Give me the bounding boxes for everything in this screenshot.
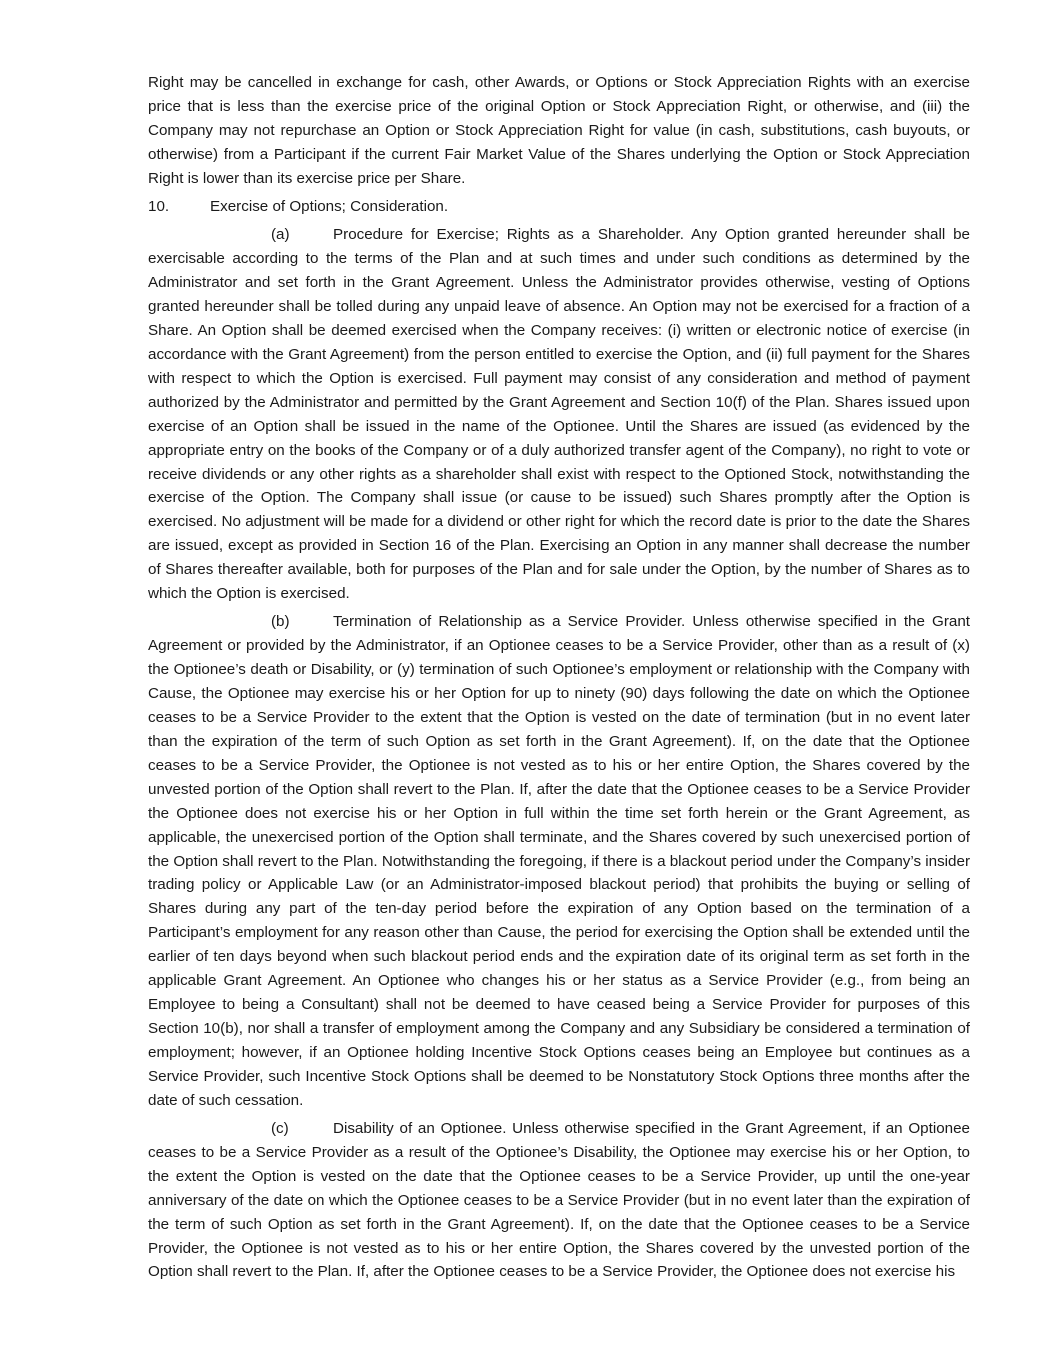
subsection-label: (b) (271, 613, 290, 631)
subsection-a (148, 223, 970, 606)
subsection-b (148, 610, 970, 1112)
continuation-paragraph: Right may be cancelled in exchange for cash, other Awards, or Options or Stock Appreciation Rights with an exercise price that is less than the exercise price of the original Option or Stock Appreciation Right, or otherwise, and (iii) the Company may not repurchase an Option or Stock Appreciation Right for value (in cash, substitutions, cash buyouts, or otherwise) from a Participant if the current Fair Market Value of the Shares underlying the Option or Stock Appreciation Right is lower than its exercise price per Share. (148, 74, 970, 187)
section-title: Exercise of Options; Consideration. (210, 198, 449, 216)
subsection-c (148, 1117, 970, 1284)
subsection-label: (c) (271, 1119, 289, 1137)
document-page (148, 71, 970, 1289)
section-number: 10. (148, 198, 170, 216)
section-heading (148, 195, 970, 219)
subsection-text: Procedure for Exercise; Rights as a Shareholder. Any Option granted hereunder shall be exercisable according to the terms of the Plan and at such times and under such conditions as determined by the Administrator and set forth in the Grant Agreement. Unless the Administrator provides otherwise, vesting of Options granted hereunder shall be tolled during any unpaid leave of absence. An Option may not be exercised for a fraction of a Share. An Option shall be deemed exercised when the Company receives: (i) written or electronic notice of exercise (in accordance with the Grant Agreement) from the person entitled to exercise the Option, and (ii) full payment for the Shares with respect to which the Option is exercised. Full payment may consist of any consideration and method of payment authorized by the Administrator and permitted by the Grant Agreement and Section 10(f) of the Plan. Shares issued upon exercise of an Option shall be issued in the name of the Optionee. Until the Shares are issued (as evidenced by the appropriate entry on the books of the Company or of a duly authorized transfer agent of the Company), no right to vote or receive dividends or any other rights as a shareholder shall exist with respect to the Optioned Stock, notwithstanding the exercise of the Option. The Company shall issue (or cause to be issued) such Shares promptly after the Option is exercised. No adjustment will be made for a dividend or other right for which the record date is prior to the date the Shares are issued, except as provided in Section 16 of the Plan. Exercising an Option in any manner shall decrease the number of Shares thereafter available, both for purposes of the Plan and for sale under the Option, by the number of Shares as to which the Option is exercised. (148, 226, 970, 603)
subsection-label: (a) (271, 226, 290, 244)
subsection-text: Termination of Relationship as a Service Provider. Unless otherwise specified in the Grant Agreement or provided by the Administrator, if an Optionee ceases to be a Service Provider, other than as a result of (x) the Optionee’s death or Disability, or (y) termination of such Optionee’s employment or relationship with the Company with Cause, the Optionee may exercise his or her Option for up to ninety (90) days following the date on which the Optionee ceases to be a Service Provider to the extent that the Option is vested on the date of termination (but in no event later than the expiration of the term of such Option as set forth in the Grant Agreement). If, on the date that the Optionee ceases to be a Service Provider, the Optionee is not vested as to his or her entire Option, the Shares covered by the unvested portion of the Option shall revert to the Plan. If, after the date that the Optionee ceases to be a Service Provider the Optionee does not exercise his or her Option in full within the time set forth herein or the Grant Agreement, as applicable, the unexercised portion of the Option shall terminate, and the Shares covered by such unexercised portion of the Option shall revert to the Plan. Notwithstanding the foregoing, if there is a blackout period under the Company’s insider trading policy or Applicable Law (or an Administrator-imposed blackout period) that prohibits the buying or selling of Shares during any part of the ten-day period before the expiration of any Option based on the termination of a Participant’s employment for any reason other than Cause, the period for exercising the Option shall be extended until the earlier of ten days beyond when such blackout period ends and the expiration date of its original term as set forth in the applicable Grant Agreement. An Optionee who changes his or her status as a Service Provider (e.g., from being an Employee to being a Consultant) shall not be deemed to have ceased being a Service Provider for purposes of this Section 10(b), nor shall a transfer of employment among the Company and any Subsidiary be considered a termination of employment; however, if an Optionee holding Incentive Stock Options ceases being an Employee but continues as a Service Provider, such Incentive Stock Options shall be deemed to be Nonstatutory Stock Options three months after the date of such cessation. (148, 613, 971, 1109)
subsection-text: Disability of an Optionee. Unless otherwise specified in the Grant Agreement, if an Optionee ceases to be a Service Provider as a result of the Optionee’s Disability, the Optionee may exercise his or her Option, to the extent the Option is vested on the date that the Optionee ceases to be a Service Provider, up until the one-year anniversary of the date on which the Optionee ceases to be a Service Provider (but in no event later than the expiration of the term of such Option as set forth in the Grant Agreement). If, on the date that the Optionee ceases to be a Service Provider, the Optionee is not vested as to his or her entire Option, the Shares covered by the unvested portion of the Option shall revert to the Plan. If, after the Optionee ceases to be a Service Provider, the Optionee does not exercise his (148, 1119, 970, 1281)
